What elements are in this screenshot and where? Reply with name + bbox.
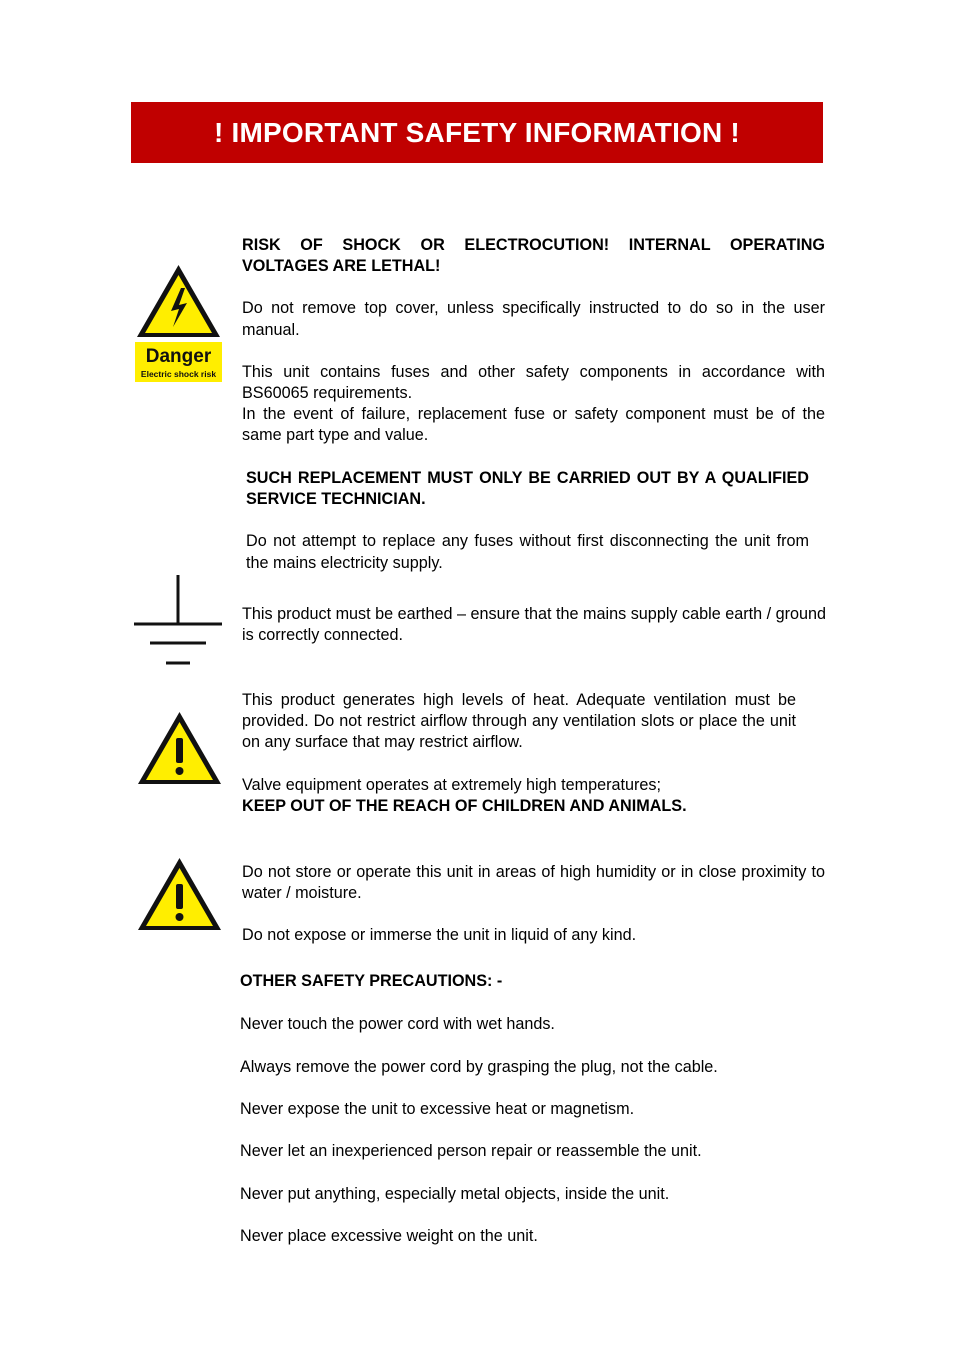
danger-electric-shock-icon [135,263,222,383]
earth-text: This product must be earthed – ensure that the mains supply cable earth / ground is correctly connected. [242,605,826,645]
list-item: Never touch the power cord with wet hands. [240,1015,555,1033]
shock-warning: RISK OF SHOCK OR ELECTROCUTION! INTERNAL OPERATING VOLTAGES ARE LETHAL! [242,236,825,276]
shock-section [242,235,825,447]
replacement-section [246,468,809,574]
list-item: Never expose the unit to excessive heat or magnetism. [240,1100,635,1118]
failure-text: In the event of failure, replacement fuse or safety component must be of the same part type and value. [242,405,825,445]
disconnect-text: Do not attempt to replace any fuses without first disconnecting the unit from the mains electricity supply. [246,532,809,572]
top-cover-text: Do not remove top cover, unless specifically instructed to do so in the user manual. [242,299,825,339]
list-item: Never put anything, especially metal objects, inside the unit. [240,1185,670,1203]
danger-sign-title: Danger [145,346,212,367]
earth-section [242,604,827,646]
list-item: Never place excessive weight on the unit. [240,1227,538,1245]
warning-triangle-icon [137,857,222,932]
fuses-text: This unit contains fuses and other safety components in accordance with BS60065 requirements. [242,362,825,403]
children-warning: KEEP OUT OF THE REACH OF CHILDREN AND ANIMALS. [242,796,687,815]
header-banner [131,102,823,163]
replacement-warning: SUCH REPLACEMENT MUST ONLY BE CARRIED OUT BY A QUALIFIED SERVICE TECHNICIAN. [246,469,809,509]
humidity-text: Do not store or operate this unit in areas of high humidity or in close proximity to water / moisture. [242,863,825,903]
other-precautions [240,971,840,1245]
humidity-section [242,862,825,947]
danger-sign-subtitle: Electric shock risk [140,369,217,379]
list-item: Always remove the power cord by grasping the plug, not the cable. [240,1058,718,1076]
immerse-text: Do not expose or immerse the unit in liquid of any kind. [242,926,637,945]
other-precautions-heading: OTHER SAFETY PRECAUTIONS: - [240,972,503,990]
ventilation-text: This product generates high levels of heat. Adequate ventilation must be provided. Do not restrict airflow through any ventilation slots or place the unit on any surface that may restrict airflow. [242,691,796,752]
warning-triangle-icon [137,711,222,786]
valve-text: Valve equipment operates at extremely high temperatures; [242,775,662,794]
earth-ground-icon [133,575,225,667]
heat-section [242,690,796,817]
list-item: Never let an inexperienced person repair or reassemble the unit. [240,1142,702,1160]
page-title: ! IMPORTANT SAFETY INFORMATION ! [214,116,740,148]
